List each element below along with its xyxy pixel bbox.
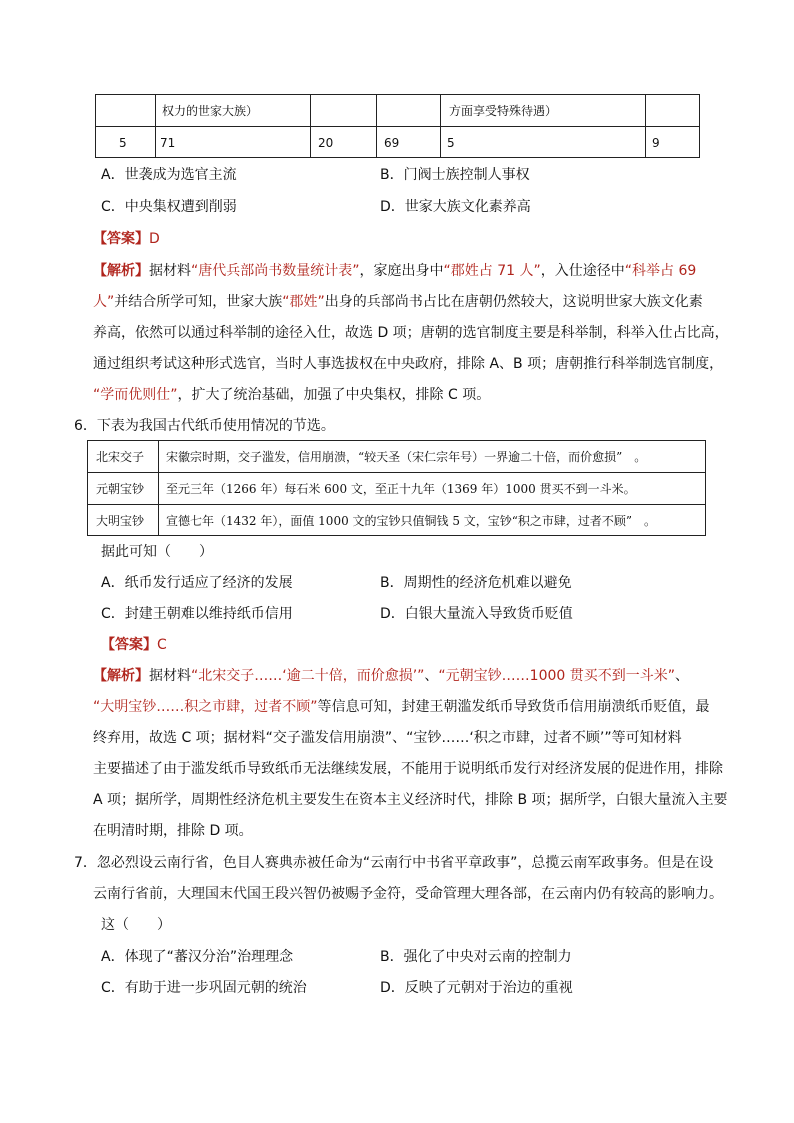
table-row-content: 宋徽宗时期，交子滥发，信用崩溃，“较天圣（宋仁宗年号）一界逾二十倍，而价愈损” 。 (166, 450, 647, 464)
table-cell: 69 (384, 136, 400, 150)
table-cell: 71 (160, 136, 176, 150)
q6-analysis-line: 终弃用，故选 C 项；据材料“交子滥发信用崩溃”、“宝钞……‘积之市肆，过者不顾’”等可知材料 (93, 730, 682, 746)
q6-option-d: D．白银大量流入导致货币贬值 (380, 606, 573, 622)
answer-tag: 【答案】 (101, 637, 157, 653)
q5-analysis-line: “学而优则仕”，扩大了统治基础，加强了中央集权，排除 C 项。 (93, 387, 491, 403)
q7-option-b: B．强化了中央对云南的控制力 (380, 949, 572, 965)
q5-analysis-line: 通过组织考试这种形式选官，当时人事选拔权在中央政府，排除 A、B 项；唐朝推行科举制选官制度， (93, 356, 724, 372)
table-row-name: 元朝宝钞 (96, 482, 145, 496)
table-cell: 方面享受特殊待遇） (449, 104, 558, 118)
answer-tag: 【答案】 (93, 231, 149, 247)
analysis-tag: 【解析】 (93, 263, 149, 279)
q6-analysis-line: 在明清时期，排除 D 项。 (93, 823, 253, 839)
q5-option-d: D．世家大族文化素养高 (380, 199, 531, 215)
table-cell: 权力的世家大族） (162, 104, 259, 118)
table-row-content: 宣德七年（1432 年），面值 1000 文的宝钞只值铜钱 5 文，宝钞“积之市肆，过者不顾” 。 (166, 514, 657, 528)
q7-option-c: C．有助于进一步巩固元朝的统治 (101, 980, 307, 996)
q5-analysis-line: 【解析】据材料“唐代兵部尚书数量统计表”，家庭出身中“郡姓占 71 人”，入仕途径中“科举占 69 (93, 263, 697, 279)
q5-analysis-line: 养高，依然可以通过科举制的途径入仕，故选 D 项；唐朝的选官制度主要是科举制，科举入仕占比高， (93, 325, 729, 341)
q5-option-c: C．中央集权遭到削弱 (101, 199, 237, 215)
q6-stem: 6．下表为我国古代纸币使用情况的节选。 (74, 418, 335, 434)
statistics-table (95, 94, 700, 158)
q6-answer (101, 635, 167, 655)
q7-stem-line: 这（ ） (101, 917, 171, 933)
table-cell: 5 (447, 136, 455, 150)
table-row-name: 北宋交子 (96, 450, 145, 464)
q6-analysis-line: 主要描述了由于滥发纸币导致纸币无法继续发展，不能用于说明纸币发行对经济发展的促进作用，排除 (93, 761, 723, 777)
table-cell: 20 (318, 136, 334, 150)
q7-option-a: A．体现了“蕃汉分治”治理理念 (101, 949, 294, 965)
table-cell: 5 (119, 136, 127, 150)
q6-prompt: 据此可知（ ） (101, 544, 213, 560)
q6-analysis-line: “大明宝钞……积之市肆，过者不顾”等信息可知，封建王朝滥发纸币导致货币信用崩溃纸币贬值，最 (93, 699, 710, 715)
q5-analysis-line: 人”并结合所学可知，世家大族“郡姓”出身的兵部尚书占比在唐朝仍然较大，这说明世家大族文化素 (93, 294, 703, 310)
q6-analysis-line: 【解析】据材料“北宋交子……‘逾二十倍，而价愈损’”、“元朝宝钞……1000 贯买不到一斗米”、 (93, 668, 689, 684)
table-row-name: 大明宝钞 (96, 514, 145, 528)
answer-value: D (149, 231, 160, 247)
q5-answer (93, 229, 160, 249)
q6-option-c: C．封建王朝难以维持纸币信用 (101, 606, 293, 622)
q7-stem-line: 云南行省前，大理国末代国王段兴智仍被赐予金符，受命管理大理各部，在云南内仍有较高的影响力。 (93, 886, 723, 902)
analysis-tag: 【解析】 (93, 668, 149, 684)
table-row-content: 至元三年（1266 年）每石米 600 文，至正十九年（1369 年）1000 贯买不到一斗米。 (166, 482, 636, 496)
q5-option-b: B．门阀士族控制人事权 (380, 167, 530, 183)
q7-option-d: D．反映了元朝对于治边的重视 (380, 980, 573, 996)
q6-option-b: B．周期性的经济危机难以避免 (380, 575, 572, 591)
table-cell: 9 (652, 136, 660, 150)
q6-analysis-line: A 项；据所学，周期性经济危机主要发生在资本主义经济时代，排除 B 项；据所学，白银大量流入主要 (93, 792, 728, 808)
q5-option-a: A．世袭成为选官主流 (101, 167, 237, 183)
answer-value: C (157, 637, 167, 653)
q6-option-a: A．纸币发行适应了经济的发展 (101, 575, 293, 591)
paper-money-table (87, 440, 706, 536)
q7-stem-line: 7．忽必烈设云南行省，色目人赛典赤被任命为“云南行中书省平章政事”，总揽云南军政事务。但是在设 (74, 855, 714, 871)
